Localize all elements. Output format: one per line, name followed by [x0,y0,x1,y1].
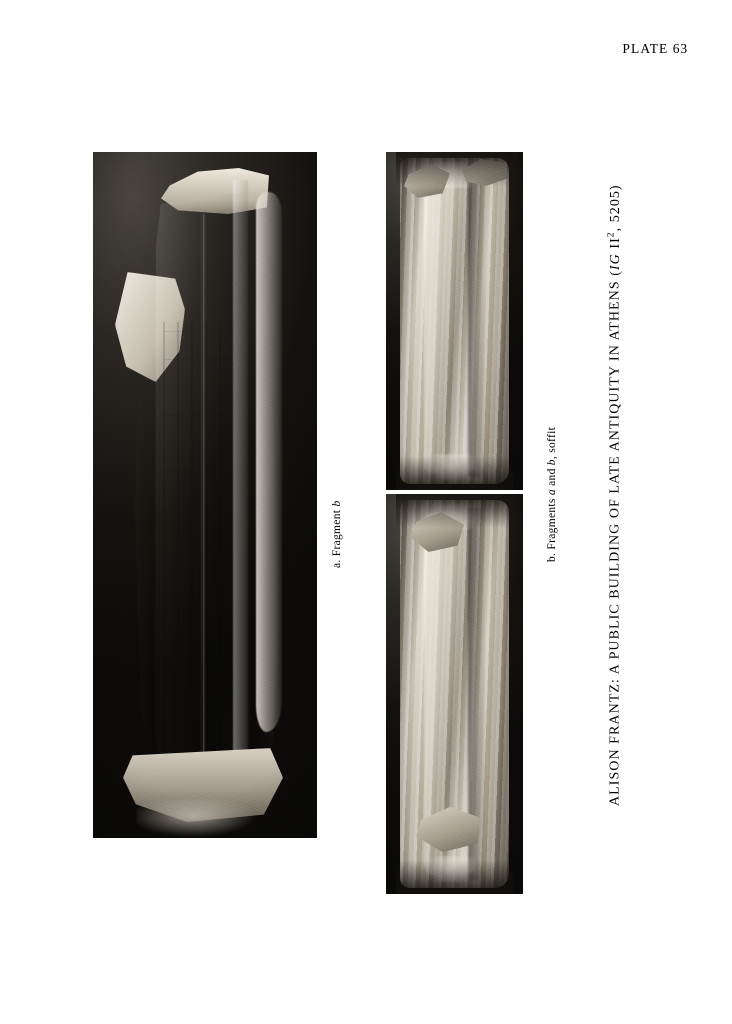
plate-number-value: 63 [672,41,688,56]
figure-b-caption [546,427,558,562]
reference-corpus: IG [607,253,623,271]
figure-b-caption-text-1: Fragments [546,498,558,550]
figure-b-caption-label: b. [546,552,558,562]
reference-volume-superscript: 2 [606,231,616,238]
figure-b-lower-image-content [386,494,523,894]
figure-a-caption-label: a. [331,559,343,568]
figure-a-caption [331,500,343,568]
figure-b-upper-bottom-shadow [396,456,513,490]
reference-number: , 5205 [607,190,623,232]
figure-a-crack-line [201,214,203,774]
reference-close-paren: ) [607,184,623,191]
figure-a-edge-highlight [233,180,248,808]
figure-a-photograph [93,152,317,838]
figure-b-lower-bottom-shadow [396,860,513,894]
reference-open-paren: ( [607,270,623,276]
figure-a-side-profile [256,192,282,732]
figure-b-lower-top-shadow [396,494,513,528]
plate-title-text: A PUBLIC BUILDING OF LATE ANTIQUITY IN ATHENS [607,280,623,675]
figure-b-upper-soffit-block [400,158,509,484]
figure-a-image-content [93,152,317,838]
figure-b-upper-central-panel [424,168,474,474]
plate-title [606,184,624,806]
reference-volume: II [607,237,623,249]
figure-b-photograph-lower [386,494,523,894]
figure-b-upper-top-shadow [396,152,513,186]
plate-title-author: ALISON FRANTZ: [607,678,623,806]
figure-a-caption-italic: b [331,500,343,507]
figure-b-caption-italic-1: a [546,489,558,496]
figure-b-photograph-upper [386,152,523,490]
plate-number [622,41,688,57]
figure-b-caption-italic-2: b [546,459,558,466]
figure-a-foreground-fragment [137,800,277,838]
figure-a-caption-text: Fragment [331,509,343,557]
plate-number-prefix: PLATE [622,41,669,56]
figure-b-caption-text-3: , soffit [546,426,558,460]
plate-title-reference [608,184,623,275]
figure-b-caption-text-2: and [546,468,558,486]
figure-b-upper-image-content [386,152,523,490]
figure-b-upper-shadow-band [468,165,485,478]
